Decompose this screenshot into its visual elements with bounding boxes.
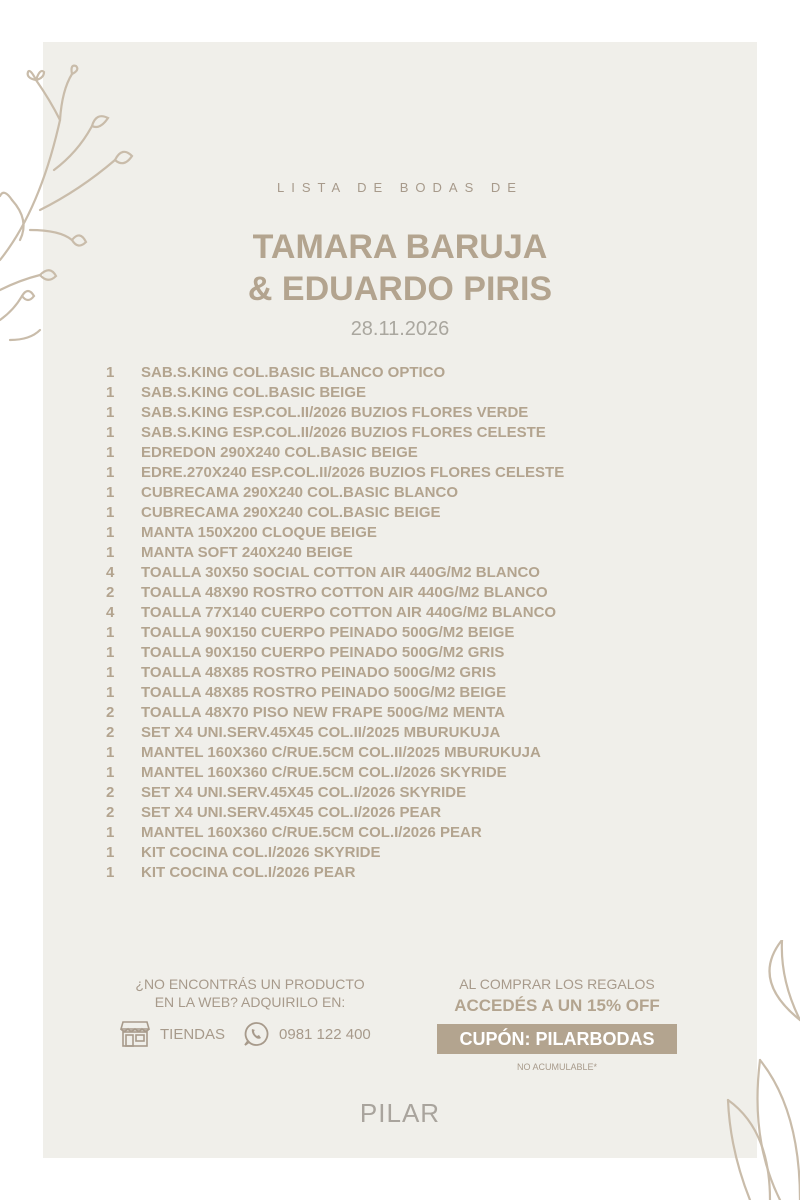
list-item <box>106 803 666 823</box>
item-quantity: 1 <box>106 864 115 881</box>
list-item <box>106 743 666 763</box>
list-item <box>106 363 666 383</box>
item-quantity: 1 <box>106 544 115 561</box>
not-found-message <box>110 975 390 1011</box>
leaf-decoration-icon <box>710 940 800 1200</box>
list-item <box>106 623 666 643</box>
list-item <box>106 403 666 423</box>
discount-offer <box>437 975 677 1072</box>
item-quantity: 1 <box>106 844 115 861</box>
list-item <box>106 643 666 663</box>
phone-number[interactable]: 0981 122 400 <box>279 1025 371 1043</box>
list-item <box>106 503 666 523</box>
item-description: CUBRECAMA 290X240 COL.BASIC BEIGE <box>141 504 441 521</box>
item-description: EDREDON 290X240 COL.BASIC BEIGE <box>141 444 418 461</box>
list-item <box>106 783 666 803</box>
item-description: TOALLA 77X140 CUERPO COTTON AIR 440G/M2 BLANCO <box>141 604 557 621</box>
branch-decoration-icon <box>0 60 140 360</box>
item-description: SET X4 UNI.SERV.45X45 COL.I/2026 SKYRIDE <box>141 784 467 801</box>
item-description: KIT COCINA COL.I/2026 SKYRIDE <box>141 844 381 861</box>
item-quantity: 1 <box>106 524 115 541</box>
list-item <box>106 603 666 623</box>
item-quantity: 2 <box>106 804 115 821</box>
stores-link[interactable]: TIENDAS <box>160 1025 226 1043</box>
item-description: SET X4 UNI.SERV.45X45 COL.I/2026 PEAR <box>141 804 442 821</box>
item-quantity: 1 <box>106 424 115 441</box>
item-quantity: 1 <box>106 824 115 841</box>
item-description: MANTA 150X200 CLOQUE BEIGE <box>141 524 377 541</box>
wedding-date: 28.11.2026 <box>350 318 450 340</box>
item-quantity: 1 <box>106 404 115 421</box>
item-description: MANTA SOFT 240X240 BEIGE <box>141 544 353 561</box>
item-description: SAB.S.KING COL.BASIC BLANCO OPTICO <box>141 364 446 381</box>
item-quantity: 1 <box>106 484 115 501</box>
list-item <box>106 823 666 843</box>
item-description: MANTEL 160X360 C/RUE.5CM COL.I/2026 PEAR <box>141 824 482 841</box>
offer-line1: AL COMPRAR LOS REGALOS <box>459 976 655 992</box>
coupon-note: NO ACUMULABLE* <box>516 1062 598 1072</box>
item-description: SAB.S.KING COL.BASIC BEIGE <box>141 384 367 401</box>
item-quantity: 1 <box>106 684 115 701</box>
couple-name-line1: TAMARA BARUJA <box>252 228 548 266</box>
list-item <box>106 723 666 743</box>
coupon-badge: CUPÓN: PILARBODAS <box>437 1024 677 1054</box>
item-description: SAB.S.KING ESP.COL.II/2026 BUZIOS FLORES CELESTE <box>141 424 546 441</box>
item-quantity: 1 <box>106 364 115 381</box>
item-quantity: 2 <box>106 584 115 601</box>
item-quantity: 1 <box>106 644 115 661</box>
item-description: MANTEL 160X360 C/RUE.5CM COL.II/2025 MBURUKUJA <box>141 744 541 761</box>
list-item <box>106 483 666 503</box>
item-description: TOALLA 90X150 CUERPO PEINADO 500G/M2 BEIGE <box>141 624 515 641</box>
item-description: TOALLA 48X70 PISO NEW FRAPE 500G/M2 MENTA <box>141 704 505 721</box>
gift-list <box>106 363 666 883</box>
list-item <box>106 423 666 443</box>
item-quantity: 1 <box>106 464 115 481</box>
item-quantity: 4 <box>106 604 115 621</box>
whatsapp-icon <box>243 1021 269 1047</box>
item-description: CUBRECAMA 290X240 COL.BASIC BLANCO <box>141 484 458 501</box>
list-item <box>106 543 666 563</box>
item-quantity: 2 <box>106 704 115 721</box>
registry-subtitle: LISTA DE BODAS DE <box>277 180 523 195</box>
list-item <box>106 383 666 403</box>
item-quantity: 1 <box>106 384 115 401</box>
item-description: TOALLA 48X85 ROSTRO PEINADO 500G/M2 GRIS <box>141 664 497 681</box>
item-quantity: 1 <box>106 444 115 461</box>
list-item <box>106 583 666 603</box>
list-item <box>106 443 666 463</box>
item-description: TOALLA 48X90 ROSTRO COTTON AIR 440G/M2 BLANCO <box>141 584 548 601</box>
item-description: TOALLA 48X85 ROSTRO PEINADO 500G/M2 BEIGE <box>141 684 507 701</box>
list-item <box>106 663 666 683</box>
item-quantity: 2 <box>106 724 115 741</box>
offer-line2: ACCEDÉS A UN 15% OFF <box>454 996 660 1015</box>
contact-row <box>120 1019 400 1049</box>
list-item <box>106 763 666 783</box>
list-item <box>106 563 666 583</box>
item-description: MANTEL 160X360 C/RUE.5CM COL.I/2026 SKYRIDE <box>141 764 507 781</box>
item-description: KIT COCINA COL.I/2026 PEAR <box>141 864 356 881</box>
not-found-line1: ¿NO ENCONTRÁS UN PRODUCTO <box>135 976 365 992</box>
list-item <box>106 863 666 883</box>
item-quantity: 1 <box>106 504 115 521</box>
not-found-line2: EN LA WEB? ADQUIRILO EN: <box>154 994 346 1010</box>
item-quantity: 2 <box>106 784 115 801</box>
list-item <box>106 843 666 863</box>
item-quantity: 1 <box>106 744 115 761</box>
list-item <box>106 463 666 483</box>
item-description: SET X4 UNI.SERV.45X45 COL.II/2025 MBURUKUJA <box>141 724 501 741</box>
couple-name-line2: & EDUARDO PIRIS <box>247 270 553 308</box>
store-icon <box>120 1020 150 1048</box>
item-quantity: 1 <box>106 624 115 641</box>
item-description: SAB.S.KING ESP.COL.II/2026 BUZIOS FLORES VERDE <box>141 404 529 421</box>
list-item <box>106 523 666 543</box>
item-description: TOALLA 90X150 CUERPO PEINADO 500G/M2 GRIS <box>141 644 505 661</box>
brand-logo: PILAR <box>359 1098 441 1128</box>
item-quantity: 1 <box>106 764 115 781</box>
item-description: EDRE.270X240 ESP.COL.II/2026 BUZIOS FLORES CELESTE <box>141 464 565 481</box>
list-item <box>106 683 666 703</box>
item-quantity: 4 <box>106 564 115 581</box>
item-description: TOALLA 30X50 SOCIAL COTTON AIR 440G/M2 BLANCO <box>141 564 540 581</box>
list-item <box>106 703 666 723</box>
item-quantity: 1 <box>106 664 115 681</box>
